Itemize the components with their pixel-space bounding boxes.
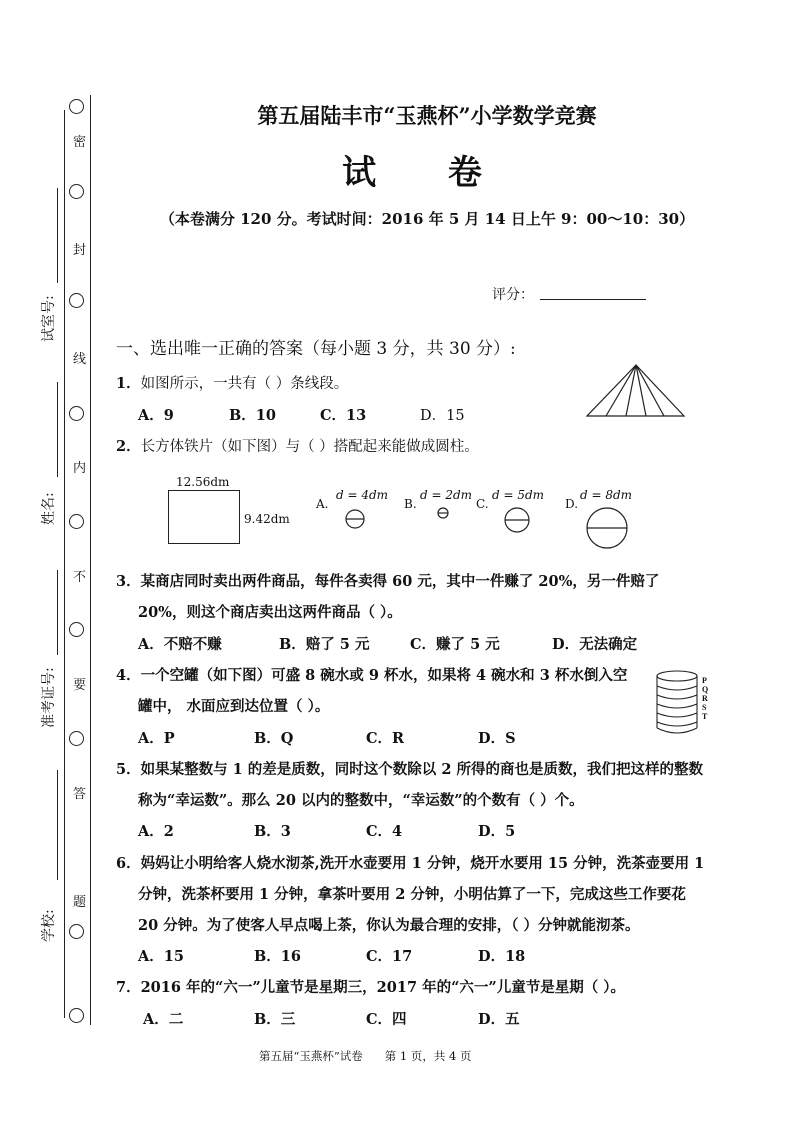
question-4-line-2: 罐中， 水面应到达位置（ ）。 — [138, 698, 330, 715]
level-label: R — [702, 694, 708, 703]
level-label: T — [702, 712, 708, 721]
option-a: A．9 — [138, 407, 174, 424]
question-4 — [116, 664, 627, 685]
seal-char: 答 — [73, 787, 87, 802]
room-label: 试室号: — [41, 295, 57, 342]
question-text: 如图所示，一共有（ ）条线段。 — [140, 376, 349, 392]
school-fill-line — [57, 770, 58, 880]
binding-hole — [69, 731, 84, 746]
option-b: B．赔了 5 元 — [279, 636, 370, 653]
seal-char: 不 — [73, 570, 87, 585]
circle-d-figure — [582, 506, 632, 550]
option-a: A．P — [138, 730, 175, 747]
option-a: A．不赔不赚 — [138, 636, 222, 653]
school-label: 学校: — [41, 909, 57, 942]
circle-b-figure — [436, 506, 450, 520]
seal-char: 密 — [73, 135, 87, 150]
option-d: D．五 — [478, 1011, 520, 1028]
choice-c-label: d = 5dm — [492, 488, 545, 502]
triangle-figure — [586, 363, 686, 419]
exam-id-fill-line — [57, 570, 58, 655]
question-6-line-3: 20 分钟。为了使客人早点喝上茶，你认为最合理的安排，（ ）分钟就能沏茶。 — [138, 917, 640, 934]
name-fill-line — [57, 382, 58, 477]
triangle-outline — [587, 365, 684, 416]
can-level — [657, 695, 697, 699]
question-number: 6． — [116, 855, 141, 872]
choice-d-letter: D. — [565, 497, 579, 511]
triangle-segment — [636, 365, 646, 416]
question-3-line-2: 20%，则这个商店卖出这两件商品（ ）。 — [138, 604, 402, 621]
binding-hole — [69, 1008, 84, 1023]
question-number: 7． — [116, 979, 141, 996]
option-c: C．17 — [366, 948, 413, 965]
circle-c-figure — [503, 506, 531, 534]
page-footer — [259, 1048, 494, 1064]
question-1 — [116, 372, 348, 393]
seal-char: 线 — [73, 352, 87, 367]
footer-page-number: 第 1 页，共 4 页 — [384, 1049, 472, 1063]
option-c: C．13 — [320, 407, 367, 424]
exam-id-label: 准考证号: — [41, 667, 57, 728]
question-6 — [116, 852, 704, 873]
question-5-line-2: 称为“幸运数”。那么 20 以内的整数中，“幸运数”的个数有（ ）个。 — [138, 792, 584, 809]
exam-title: 第五届陆丰市“玉燕杯”小学数学竞赛 — [257, 103, 597, 128]
seal-char: 题 — [73, 895, 87, 910]
name-label: 姓名: — [41, 492, 57, 525]
can-level — [657, 713, 697, 717]
iron-sheet-rectangle — [168, 490, 240, 544]
question-3 — [116, 570, 659, 591]
option-c: C．R — [366, 730, 405, 747]
margin-line-left — [64, 110, 65, 1018]
option-c: C．4 — [366, 823, 403, 840]
choice-b-letter: B. — [404, 497, 417, 511]
option-b: B．3 — [254, 823, 291, 840]
choice-b-label: d = 2dm — [420, 488, 473, 502]
question-number: 2． — [116, 438, 141, 455]
level-label: Q — [702, 685, 709, 694]
rect-height-label: 9.42dm — [244, 512, 290, 526]
option-d: D．无法确定 — [552, 636, 638, 653]
binding-hole — [69, 406, 84, 421]
question-number: 4． — [116, 667, 141, 684]
question-number: 5． — [116, 761, 141, 778]
exam-subtitle: 试 卷 — [342, 153, 512, 193]
can-figure — [654, 668, 714, 740]
question-text: 2016 年的“六一”儿童节是星期三，2017 年的“六一”儿童节是星期（ ）。 — [140, 979, 626, 996]
question-6-line-2: 分钟，洗茶杯要用 1 分钟，拿茶叶要用 2 分钟，小明估算了一下，完成这些工作要花 — [138, 886, 686, 903]
option-c: C．四 — [366, 1011, 407, 1028]
option-d: D．S — [478, 730, 516, 747]
question-5 — [116, 758, 703, 779]
score-label: 评分： — [492, 287, 534, 303]
option-a: A．15 — [138, 948, 184, 965]
section-title: 一、选出唯一正确的答案（每小题 3 分，共 30 分）: — [116, 339, 516, 359]
exam-info: （本卷满分 120 分。考试时间：2016 年 5 月 14 日上午 9：00～10：30） — [159, 210, 695, 228]
question-text: 妈妈让小明给客人烧水沏茶,洗开水壶要用 1 分钟，烧开水要用 15 分钟，洗茶壶要用 1 — [140, 855, 705, 872]
binding-hole — [69, 622, 84, 637]
question-number: 1． — [116, 375, 141, 392]
question-number: 3． — [116, 573, 141, 590]
option-a: A．二 — [143, 1011, 184, 1028]
can-top — [657, 671, 697, 681]
option-a: A．2 — [138, 823, 174, 840]
seal-char: 内 — [73, 461, 87, 476]
binding-hole — [69, 293, 84, 308]
question-text: 某商店同时卖出两件商品，每件各卖得 60 元，其中一件赚了 20%，另一件赔了 — [140, 573, 660, 590]
option-b: B．16 — [254, 948, 301, 965]
choice-a-label: d = 4dm — [336, 488, 389, 502]
can-level — [657, 686, 697, 690]
score-fill-line — [540, 299, 646, 300]
seal-char: 要 — [73, 678, 87, 693]
rect-width-label: 12.56dm — [176, 475, 230, 489]
can-bottom — [657, 728, 697, 733]
can-level — [657, 722, 697, 726]
choice-d-label: d = 8dm — [580, 488, 633, 502]
question-2 — [116, 435, 479, 456]
footer-exam-name: 第五届“玉燕杯”试卷 — [259, 1049, 363, 1063]
option-d: D．15 — [420, 408, 465, 424]
question-7 — [116, 976, 625, 997]
choice-c-letter: C. — [476, 497, 489, 511]
level-label: P — [702, 676, 707, 685]
level-label: S — [702, 703, 707, 712]
can-level — [657, 704, 697, 708]
room-fill-line — [57, 188, 58, 283]
option-b: B．10 — [229, 407, 276, 424]
option-b: B．三 — [254, 1011, 296, 1028]
margin-line-right — [90, 95, 91, 1025]
circle-a-figure — [344, 508, 366, 530]
option-d: D．5 — [478, 823, 516, 840]
option-c: C．赚了 5 元 — [410, 636, 500, 653]
seal-char: 封 — [73, 243, 87, 258]
choice-a-letter: A. — [316, 497, 329, 511]
binding-hole — [69, 514, 84, 529]
option-d: D．18 — [478, 948, 526, 965]
question-text: 长方体铁片（如下图）与（ ）搭配起来能做成圆柱。 — [140, 439, 479, 455]
binding-hole — [69, 924, 84, 939]
question-text: 一个空罐（如下图）可盛 8 碗水或 9 杯水，如果将 4 碗水和 3 杯水倒入空 — [140, 667, 628, 684]
question-text: 如果某整数与 1 的差是质数，同时这个数除以 2 所得的商也是质数，我们把这样的整数 — [140, 761, 703, 778]
option-b: B．Q — [254, 730, 294, 747]
